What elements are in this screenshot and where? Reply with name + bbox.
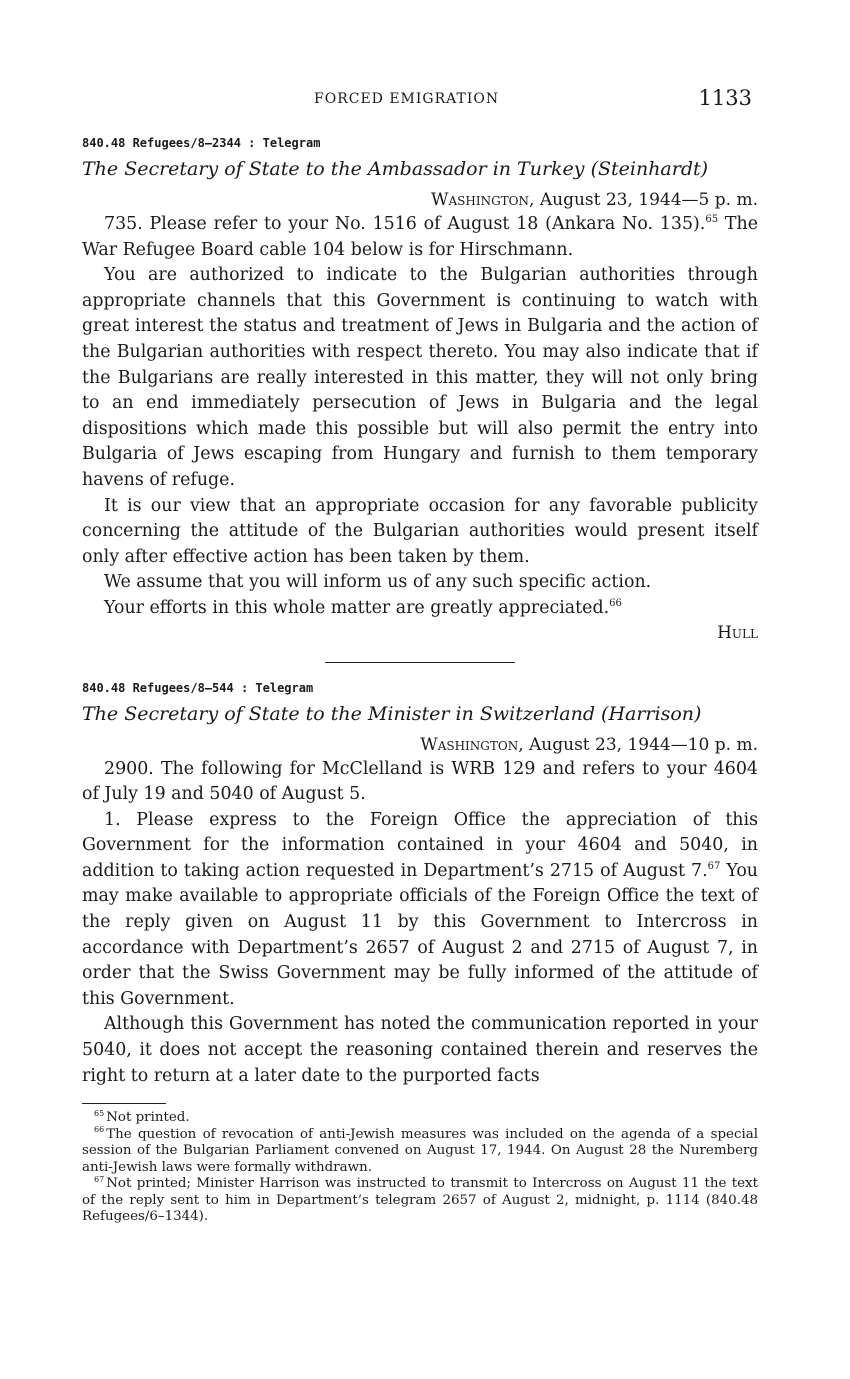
paragraph-text: Your efforts in this whole matter are greatly appreciated.: [104, 597, 610, 618]
paragraph: [82, 212, 758, 263]
signature: Hull: [717, 622, 758, 643]
footnote-ref: 65: [705, 214, 719, 226]
telegram-1: [82, 136, 758, 644]
footnote-ref: 66: [609, 598, 622, 610]
paragraph-text: You may make available to appropriate officials of the Foreign Office the text of the reply given on August 11 by this Government to Intercross in accordance with Department’s 2657 of August 2 and 2715 of August 7, in order that the Swiss Government may be fully informed of the attitude of this Government.: [82, 860, 759, 1009]
paragraph: [82, 596, 758, 622]
paragraph: You are authorized to indicate to the Bulgarian authorities through appropriate channels that this Government is continuing to watch with great interest the status and treatment of Jews in Bulgaria and the action of the Bulgarian authorities with respect thereto. You may also indicate that if the Bulgarians are really interested in this matter, they will not only bring to an end immediately persecution of Jews in Bulgaria and the legal dispositions which made this possible but will also permit the entry into Bulgaria of Jews escaping from Hungary and furnish to them temporary havens of refuge.: [82, 265, 758, 490]
document-title: The Secretary of State to the Ambassador in Turkey (Steinhardt): [82, 158, 709, 180]
section-divider: [325, 662, 515, 663]
dateline-place: Washington: [420, 734, 519, 755]
file-reference: 840.48 Refugees/8–2344 : Telegram: [82, 136, 321, 150]
dateline: [82, 190, 758, 210]
footnote: [82, 1176, 758, 1226]
paragraph-text: The War Refugee Board cable 104 below is for Hirschmann.: [82, 214, 758, 260]
file-reference: 840.48 Refugees/8–544 : Telegram: [82, 680, 314, 695]
footnote-rule: [82, 1103, 166, 1104]
paragraph: We assume that you will inform us of any such specific action.: [104, 572, 652, 593]
running-title: FORCED EMIGRATION: [314, 91, 500, 107]
footnote-text: Not printed.: [106, 1110, 190, 1126]
telegram-2: [82, 681, 758, 1090]
page-header: [82, 88, 758, 118]
dateline-date: , August 23, 1944—10 p. m.: [518, 734, 758, 755]
footnote-ref: 67: [707, 861, 721, 873]
dateline-place: Washington: [431, 190, 530, 210]
paragraph: 2900. The following for McClelland is WRB 129 and refers to your 4604 of July 19 and 5040 of August 5.: [82, 758, 758, 805]
footnote-mark: 67: [94, 1174, 105, 1184]
dateline-date: , August 23, 1944—5 p. m.: [529, 190, 758, 210]
footnote: [82, 1110, 758, 1127]
document-page: [82, 88, 758, 1226]
paragraph: [82, 808, 758, 1013]
footnote-mark: 65: [94, 1108, 105, 1118]
paragraph: It is our view that an appropriate occasion for any favorable publicity concerning the attitude of the Bulgarian authorities would present itself only after effective action has been taken by them.: [82, 495, 758, 567]
footnote-text: Not printed; Minister Harrison was instructed to transmit to Intercross on August 11 the text of the reply sent to him in Department’s telegram 2657 of August 2, midnight, p. 1114 (840.48 Refugees/6–1344).: [82, 1176, 758, 1225]
footnotes: [82, 1110, 758, 1226]
footnote-text: The question of revocation of anti-Jewish measures was included on the agenda of a special session of the Bulgarian Parliament convened on August 17, 1944. On August 28 the Nuremberg anti-Jewish laws were formally withdrawn.: [82, 1126, 758, 1175]
document-title: The Secretary of State to the Minister in Switzerland (Harrison): [82, 702, 702, 725]
footnote-mark: 66: [94, 1125, 105, 1135]
paragraph-text: 1. Please express to the Foreign Office the appreciation of this Government for the information contained in your 4604 and 5040, in addition to taking action requested in Department’s 2715 of August 7.: [82, 809, 758, 881]
footnote: [82, 1127, 758, 1177]
paragraph-text: 735. Please refer to your No. 1516 of August 18 (Ankara No. 135).: [104, 214, 706, 234]
paragraph: Although this Government has noted the communication reported in your 5040, it does not accept the reasoning contained therein and reserves the right to return at a later date to the purported facts: [82, 1014, 758, 1086]
page-number: 1133: [698, 86, 752, 110]
dateline: [82, 735, 758, 755]
